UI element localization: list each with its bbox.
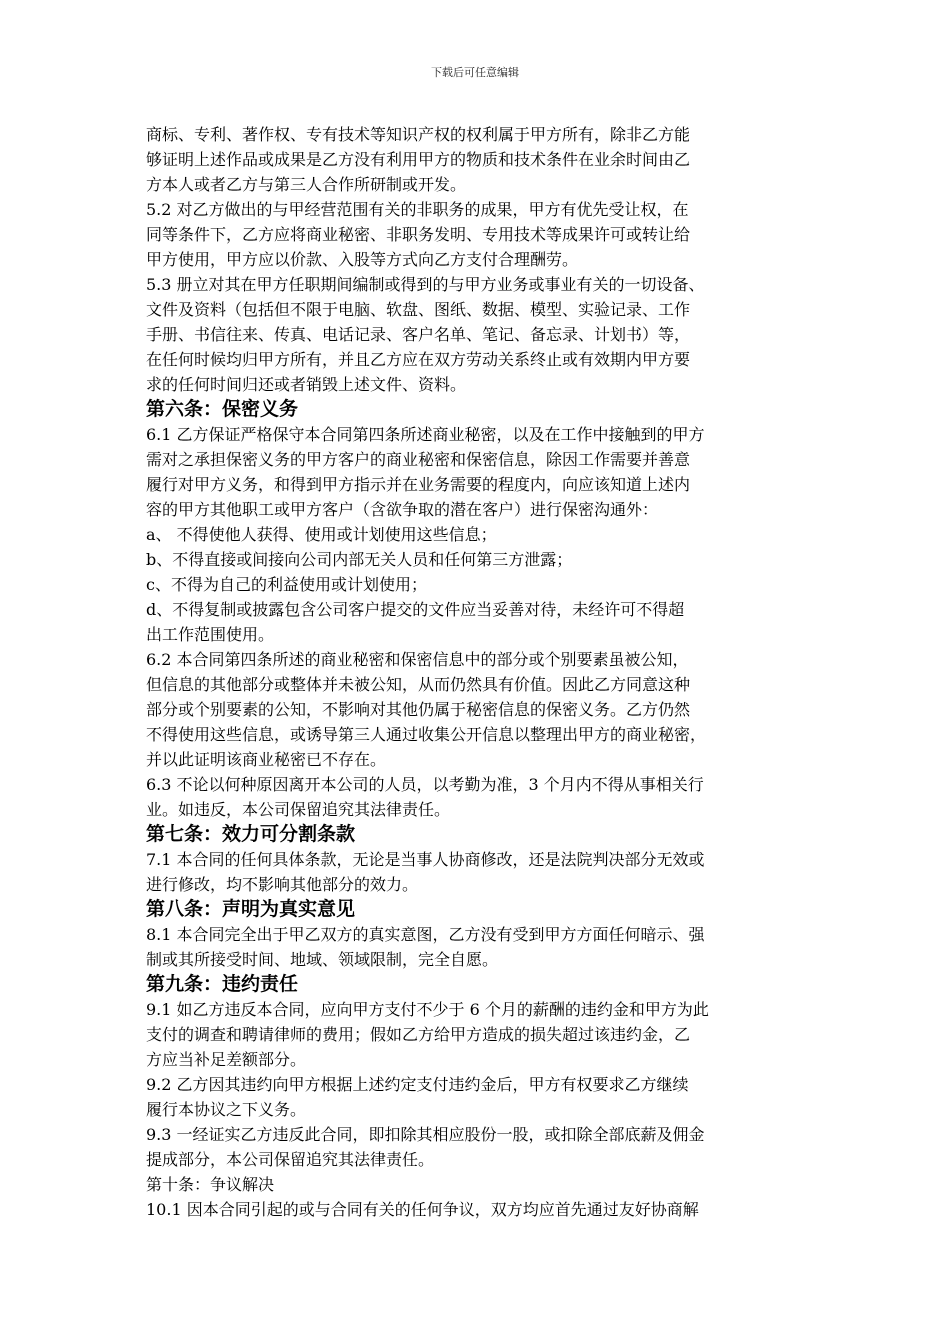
paragraph-line: 并以此证明该商业秘密已不存在。 <box>146 750 387 769</box>
paragraph-line: 8.1 本合同完全出于甲乙双方的真实意图，乙方没有受到甲方方面任何暗示、强 <box>146 925 705 944</box>
paragraph-line: 够证明上述作品或成果是乙方没有利用甲方的物质和技术条件在业余时间由乙 <box>146 150 691 169</box>
paragraph-line: 5.3 册立对其在甲方任职期间编制或得到的与甲方业务或事业有关的一切设备、 <box>146 275 705 294</box>
paragraph-line: 9.1 如乙方违反本合同，应向甲方支付不少于 6 个月的薪酬的违约金和甲方为此 <box>146 1000 709 1019</box>
paragraph-line: b、不得直接或间接向公司内部无关人员和任何第三方泄露； <box>146 550 573 569</box>
paragraph-line: 方本人或者乙方与第三人合作所研制或开发。 <box>146 175 467 194</box>
paragraph-line: 9.2 乙方因其违约向甲方根据上述约定支付违约金后，甲方有权要求乙方继续 <box>146 1075 689 1094</box>
paragraph-line: 6.1 乙方保证严格保守本合同第四条所述商业秘密，以及在工作中接触到的甲方 <box>146 425 705 444</box>
paragraph-line: 进行修改，均不影响其他部分的效力。 <box>146 875 419 894</box>
page-header: 下载后可任意编辑 <box>431 66 519 79</box>
paragraph-line: 履行本协议之下义务。 <box>146 1100 307 1119</box>
paragraph-line: 业。如违反，本公司保留追究其法律责任。 <box>146 800 451 819</box>
paragraph-line: 5.2 对乙方做出的与甲经营范围有关的非职务的成果，甲方有优先受让权，在 <box>146 200 689 219</box>
paragraph-line: 需对之承担保密义务的甲方客户的商业秘密和保密信息，除因工作需要并善意 <box>146 450 691 469</box>
paragraph-line: 10.1 因本合同引起的或与合同有关的任何争议，双方均应首先通过友好协商解 <box>146 1200 699 1219</box>
paragraph-line: 6.3 不论以何种原因离开本公司的人员，以考勤为准，3 个月内不得从事相关行 <box>146 775 704 794</box>
paragraph-line: c、不得为自己的利益使用或计划使用； <box>146 575 427 594</box>
paragraph-line: 但信息的其他部分或整体并未被公知，从而仍然具有价值。因此乙方同意这种 <box>146 675 691 694</box>
paragraph-line: 手册、书信往来、传真、电话记录、客户名单、笔记、备忘录、计划书）等， <box>146 325 691 344</box>
paragraph-line: 方应当补足差额部分。 <box>146 1050 307 1069</box>
section-heading: 第六条：保密义务 <box>146 398 299 420</box>
paragraph-line: 求的任何时间归还或者销毁上述文件、资料。 <box>146 375 467 394</box>
paragraph-line: d、不得复制或披露包含公司客户提交的文件应当妥善对待，未经许可不得超 <box>146 600 685 619</box>
paragraph-line: 部分或个别要素的公知，不影响对其他仍属于秘密信息的保密义务。乙方仍然 <box>146 700 691 719</box>
document-body <box>146 122 826 1222</box>
paragraph-line: 出工作范围使用。 <box>146 625 275 644</box>
paragraph-line: 不得使用这些信息，或诱导第三人通过收集公开信息以整理出甲方的商业秘密， <box>146 725 707 744</box>
paragraph-line: 商标、专利、著作权、专有技术等知识产权的权利属于甲方所有，除非乙方能 <box>146 125 691 144</box>
paragraph-line: 甲方使用，甲方应以价款、入股等方式向乙方支付合理酬劳。 <box>146 250 579 269</box>
paragraph-line: 容的甲方其他职工或甲方客户（含欲争取的潜在客户）进行保密沟通外： <box>146 500 659 519</box>
section-heading: 第八条：声明为真实意见 <box>146 898 356 920</box>
paragraph-line: 6.2 本合同第四条所述的商业秘密和保密信息中的部分或个别要素虽被公知， <box>146 650 689 669</box>
paragraph-line: a、 不得使他人获得、使用或计划使用这些信息； <box>146 525 497 544</box>
section-heading: 第九条：违约责任 <box>146 973 299 995</box>
paragraph-line: 提成部分，本公司保留追究其法律责任。 <box>146 1150 435 1169</box>
paragraph-line: 支付的调查和聘请律师的费用；假如乙方给甲方造成的损失超过该违约金，乙 <box>146 1025 691 1044</box>
paragraph-line: 同等条件下，乙方应将商业秘密、非职务发明、专用技术等成果许可或转让给 <box>146 225 691 244</box>
paragraph-line: 制或其所接受时间、地域、领域限制，完全自愿。 <box>146 950 499 969</box>
section-heading: 第十条：争议解决 <box>146 1175 275 1194</box>
paragraph-line: 文件及资料（包括但不限于电脑、软盘、图纸、数据、模型、实验记录、工作 <box>146 300 691 319</box>
paragraph-line: 7.1 本合同的任何具体条款，无论是当事人协商修改，还是法院判决部分无效或 <box>146 850 705 869</box>
paragraph-line: 履行对甲方义务，和得到甲方指示并在业务需要的程度内，向应该知道上述内 <box>146 475 691 494</box>
paragraph-line: 在任何时候均归甲方所有，并且乙方应在双方劳动关系终止或有效期内甲方要 <box>146 350 691 369</box>
section-heading: 第七条：效力可分割条款 <box>146 823 356 845</box>
paragraph-line: 9.3 一经证实乙方违反此合同，即扣除其相应股份一股，或扣除全部底薪及佣金 <box>146 1125 705 1144</box>
